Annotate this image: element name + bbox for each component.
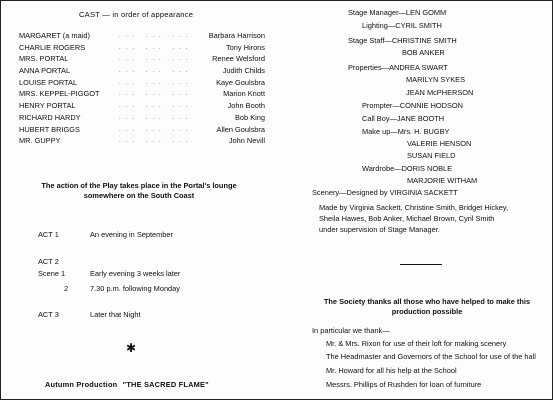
production-title: "THE SACRED FLAME" bbox=[122, 380, 209, 389]
leader-dots: ... ... ... bbox=[119, 44, 193, 51]
particular-thanks-label: In particular we thank— bbox=[312, 326, 390, 335]
cast-actor: Tony Hirons bbox=[225, 42, 265, 52]
scene-description: 7.30 p.m. following Monday bbox=[90, 284, 180, 293]
crew-stage-manager: Stage Manager—LEN GOMM bbox=[348, 8, 447, 17]
cast-actor: Marion Knott bbox=[223, 89, 265, 99]
act-row bbox=[38, 311, 258, 322]
crew-stage-staff-2: BOB ANKER bbox=[402, 48, 445, 57]
cast-role: MARGARET (a maid) bbox=[19, 31, 90, 40]
scene-row bbox=[38, 285, 258, 296]
cast-row bbox=[19, 137, 265, 149]
act-label: ACT 1 bbox=[38, 230, 59, 239]
cast-role: HUBERT BRIGGS bbox=[19, 124, 80, 134]
setting-statement bbox=[21, 181, 257, 200]
act-label: ACT 2 bbox=[38, 257, 59, 266]
scenery-credits bbox=[319, 202, 544, 235]
scene-description: Early evening 3 weeks later bbox=[90, 269, 181, 278]
crew-makeup-3: SUSAN FIELD bbox=[407, 151, 456, 160]
cast-actor: Allen Goulsbra bbox=[216, 124, 265, 134]
crew-lighting: Lighting—CYRIL SMITH bbox=[362, 21, 442, 30]
thanks-item: Messrs. Phillips of Rushden for loan of furniture bbox=[326, 380, 482, 389]
thanks-item: The Headmaster and Governors of the School for use of the hall bbox=[326, 352, 536, 361]
cast-role: ANNA PORTAL bbox=[19, 66, 71, 76]
crew-makeup-2: VALERIE HENSON bbox=[407, 139, 472, 148]
crew-properties-3: JEAN McPHERSON bbox=[406, 88, 474, 97]
ornament-star-icon: ✱ bbox=[126, 341, 137, 355]
divider-rule bbox=[400, 264, 442, 265]
cast-actor: Renee Welsford bbox=[212, 54, 265, 64]
autumn-label: Autumn Production bbox=[45, 380, 118, 389]
leader-dots: ... ... ... bbox=[119, 33, 193, 39]
leader-dots: ... ... ... bbox=[119, 79, 193, 86]
scenery-designed: Scenery—Designed by VIRGINIA SACKETT bbox=[312, 188, 458, 197]
autumn-production bbox=[45, 381, 209, 389]
cast-actor: Kaye Goulsbra bbox=[216, 77, 265, 87]
cast-actor: John Booth bbox=[227, 101, 265, 111]
leader-dots: ... ... ... bbox=[119, 56, 193, 63]
crew-prompter: Prompter—CONNIE HODSON bbox=[362, 101, 464, 110]
act-row bbox=[38, 231, 258, 242]
cast-list bbox=[19, 32, 265, 149]
cast-row bbox=[19, 114, 265, 126]
crew-wardrobe: Wardrobe—DORIS NOBLE bbox=[362, 164, 453, 173]
crew-stage-staff: Stage Staff—CHRISTINE SMITH bbox=[348, 36, 457, 45]
leader-dots: ... ... ... bbox=[119, 138, 193, 145]
thanks-item: Mr. Howard for all his help at the School bbox=[326, 366, 457, 375]
thanks-line: production possible bbox=[391, 306, 463, 316]
scene-label: 2 bbox=[64, 284, 69, 293]
crew-properties: Properties—ANDREA SWART bbox=[348, 63, 448, 72]
cast-heading: CAST — in order of appearance bbox=[79, 10, 194, 19]
cast-role: CHARLIE ROGERS bbox=[19, 42, 86, 52]
leader-dots: ... ... ... bbox=[119, 126, 193, 133]
act-label: ACT 3 bbox=[38, 310, 59, 319]
leader-dots: ... ... ... bbox=[119, 103, 193, 110]
cast-role: LOUISE PORTAL bbox=[19, 77, 78, 87]
setting-line: somewhere on the South Coast bbox=[83, 190, 195, 200]
crew-properties-2: MARILYN SYKES bbox=[406, 75, 466, 84]
setting-line: The action of the Play takes place in the Portal's lounge bbox=[41, 181, 237, 190]
cast-role: HENRY PORTAL bbox=[19, 101, 76, 111]
leader-dots: ... ... ... bbox=[119, 91, 193, 98]
scenery-line: Sheila Hawes, Bob Anker, Michael Brown, Cyril Smith bbox=[319, 214, 495, 224]
thanks-line: The Society thanks all those who have helped to make this bbox=[323, 297, 531, 306]
cast-actor: Barbara Harrison bbox=[208, 31, 265, 40]
crew-wardrobe-2: MARJORIE WITHAM bbox=[407, 176, 478, 185]
crew-call-boy: Call Boy—JANE BOOTH bbox=[362, 114, 445, 123]
leader-dots: ... ... ... bbox=[119, 114, 193, 121]
scene-row bbox=[38, 270, 258, 281]
thanks-heading bbox=[311, 297, 543, 317]
act-description: Later that Night bbox=[90, 310, 141, 319]
cast-actor: Bob King bbox=[235, 112, 265, 122]
crew-makeup: Make up—Mrs. H. BUGBY bbox=[362, 127, 450, 136]
scenery-line: under supervision of Stage Manager. bbox=[319, 225, 440, 235]
scene-label: Scene 1 bbox=[38, 269, 66, 278]
leader-dots: ... ... ... bbox=[119, 68, 193, 75]
cast-actor: Judith Childs bbox=[222, 66, 265, 76]
cast-row bbox=[19, 32, 265, 44]
cast-role: MRS. KEPPEL-PIGGOT bbox=[19, 89, 100, 99]
scenery-line: Made by Virginia Sackett, Christine Smith, Bridget Hickey, bbox=[319, 203, 509, 212]
cast-role: RICHARD HARDY bbox=[19, 112, 81, 122]
cast-actor: John Nevill bbox=[228, 136, 265, 146]
cast-row bbox=[19, 67, 265, 79]
act-description: An evening in September bbox=[90, 230, 173, 239]
act-row bbox=[38, 258, 258, 269]
thanks-item: Mr. & Mrs. Rixon for use of their loft for making scenery bbox=[326, 339, 507, 348]
cast-role: MRS. PORTAL bbox=[19, 54, 69, 64]
cast-role: MR. GUPPY bbox=[19, 136, 61, 146]
